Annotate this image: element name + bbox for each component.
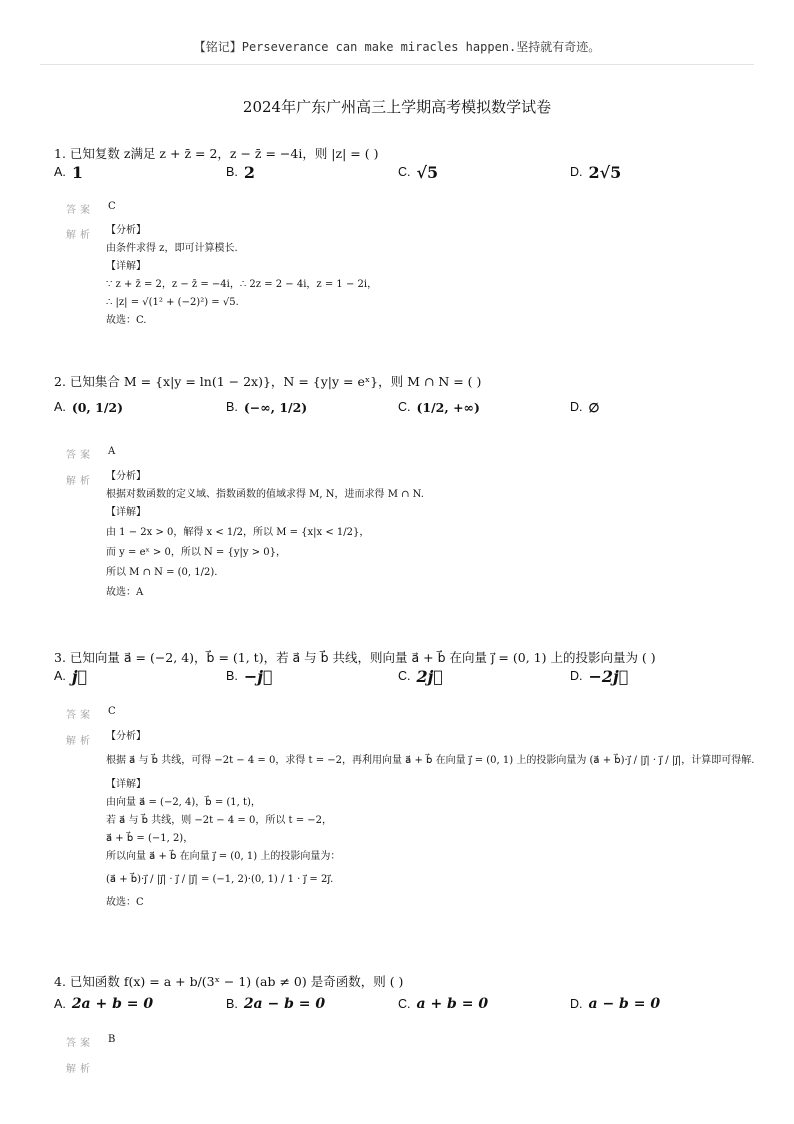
question-3-stem: 3. 已知向量 a⃗ = (−2, 4)，b⃗ = (1, t)，若 a⃗ 与 b⃗ 共线，则向量 a⃗ + b⃗ 在向量 j⃗ = (0, 1) 上的投影向量为 ( ) bbox=[54, 650, 656, 665]
question-2-answer: A bbox=[108, 446, 116, 457]
question-3-analysis: 【分析】 根据 a⃗ 与 b⃗ 共线，可得 −2t − 4 = 0，求得 t = −2，再利用向量 a⃗ + b⃗ 在向量 j⃗ = (0, 1) 上的投影向量为 (a⃗ + b⃗)·j⃗ / |j⃗| · j⃗ / |j⃗|，计算即可得解. 【详解】 由向量 a⃗ = (−2, 4)，b⃗ = (1, t)， 若 a⃗ 与 b⃗ 共线，则 −2t − 4 = 0，所以 t = −2， a⃗ + b⃗ = (−1, 2)， 所以向量 a⃗ + b⃗ 在向量 j⃗ = (0, 1) 上的投影向量为： (a⃗ + b⃗)·j⃗ / |j⃗| · j⃗ / |j⃗| = (−1, 2)·(0, 1) / 1 · j⃗ = 2j⃗. 故选：C bbox=[106, 731, 755, 908]
question-4-stem: 4. 已知函数 f(x) = a + b/(3ˣ − 1) (ab ≠ 0) 是奇函数，则 ( ) bbox=[54, 974, 404, 989]
analysis-tag: 解析 bbox=[66, 736, 94, 747]
question-3-answer: C bbox=[108, 706, 116, 717]
option-b: B. −j⃗ bbox=[226, 666, 273, 686]
header-motto: 【铭记】Perseverance can make miracles happen.坚持就有奇迹。 bbox=[193, 40, 601, 54]
page-title: 2024年广东广州高三上学期高考模拟数学试卷 bbox=[242, 98, 552, 116]
question-3-options bbox=[54, 661, 754, 691]
question-2-stem: 2. 已知集合 M = {x|y = ln(1 − 2x)}，N = {y|y = eˣ}，则 M ∩ N = ( ) bbox=[54, 374, 482, 389]
option-d: D. −2j⃗ bbox=[570, 666, 629, 686]
option-b: B. 2a − b = 0 bbox=[226, 996, 326, 1012]
answer-tag: 答案 bbox=[66, 710, 94, 721]
option-c: C. a + b = 0 bbox=[398, 996, 489, 1012]
analysis-tag: 解析 bbox=[66, 1064, 94, 1075]
question-1-options bbox=[54, 157, 754, 187]
option-c: C. (1/2, +∞) bbox=[398, 399, 480, 415]
option-b: B. (−∞, 1/2) bbox=[226, 399, 308, 415]
question-1-analysis: 【分析】 由条件求得 z，即可计算模长. 【详解】 ∵ z + z̄ = 2，z − z̄ = −4i，∴ 2z = 2 − 4i，z = 1 − 2i， ∴ |z| = √(1² + (−2)²) = √5. 故选：C. bbox=[106, 225, 378, 326]
answer-tag: 答案 bbox=[66, 450, 94, 461]
question-2-options bbox=[54, 392, 754, 422]
answer-tag: 答案 bbox=[66, 205, 94, 216]
header-divider bbox=[40, 64, 754, 65]
option-b: B. 2 bbox=[226, 162, 255, 182]
option-d: D. ∅ bbox=[570, 399, 600, 415]
option-a: A. (0, 1/2) bbox=[54, 399, 124, 415]
option-a: A. 1 bbox=[54, 162, 83, 182]
analysis-tag: 解析 bbox=[66, 476, 94, 487]
question-2-analysis: 【分析】 根据对数函数的定义域、指数函数的值域求得 M, N，进而求得 M ∩ N. 【详解】 由 1 − 2x > 0，解得 x < 1/2，所以 M = {x|x < 1/2}， 而 y = eˣ > 0，所以 N = {y|y > 0}， 所以 M ∩ N = (0, 1/2). 故选：A bbox=[106, 471, 424, 598]
option-a: A. 2a + b = 0 bbox=[54, 996, 154, 1012]
option-c: C. 2j⃗ bbox=[398, 666, 444, 686]
question-1-stem: 1. 已知复数 z满足 z + z̄ = 2，z − z̄ = −4i，则 |z| = ( ) bbox=[54, 146, 379, 161]
option-d: D. a − b = 0 bbox=[570, 996, 661, 1012]
answer-tag: 答案 bbox=[66, 1038, 94, 1049]
question-4-answer: B bbox=[108, 1034, 116, 1045]
option-c: C. √5 bbox=[398, 162, 439, 182]
question-4-options bbox=[54, 989, 754, 1019]
question-1-answer: C bbox=[108, 201, 116, 212]
analysis-tag: 解析 bbox=[66, 230, 94, 241]
option-a: A. j⃗ bbox=[54, 666, 88, 686]
option-d: D. 2√5 bbox=[570, 162, 622, 182]
